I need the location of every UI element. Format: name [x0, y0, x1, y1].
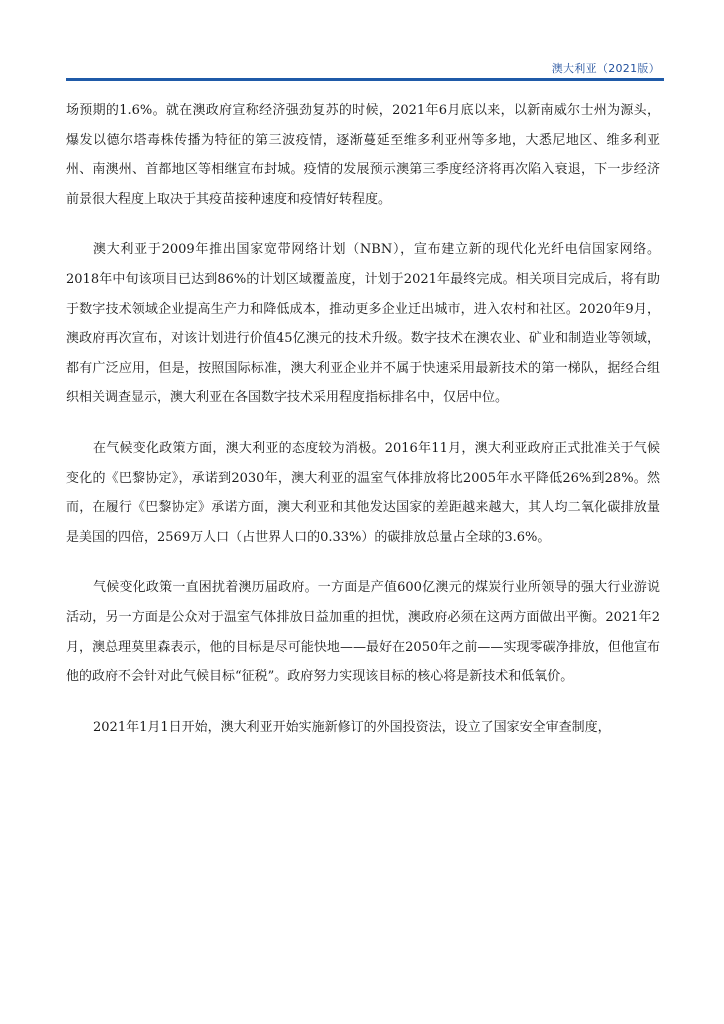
paragraph-continuation: 场预期的1.6%。就在澳政府宣称经济强劲复苏的时候，2021年6月底以来，以新南威尔士州为源头，爆发以德尔塔毒株传播为特征的第三波疫情，逐渐蔓延至维多利亚州等多地，大悉尼地区、维多利亚州、南澳州、首都地区等相继宣布封城。疫情的发展预示澳第三季度经济将再次陷入衰退，下一步经济前景很大程度上取决于其疫苗接种速度和疫情好转程度。 — [66, 103, 660, 207]
running-header-title: 澳大利亚（2021版） — [551, 62, 660, 75]
paragraph-nbn: 澳大利亚于2009年推出国家宽带网络计划（NBN），宣布建立新的现代化光纤电信国家网络。2018年中旬该项目已达到86%的计划区域覆盖度，计划于2021年最终完成。相关项目完成后，将有助于数字技术领域企业提高生产力和降低成本，推动更多企业迁出城市，进入农村和社区。2020年9月，澳政府再次宣布，对该计划进行价值45亿澳元的技术升级。数字技术在澳农业、矿业和制造业等领域，都有广泛应用，但是，按照国际标准，澳大利亚企业并不属于快速采用最新技术的第一梯队，据经合组织相关调查显示，澳大利亚在各国数字技术采用程度指标排名中，仅居中位。 — [66, 242, 660, 406]
paragraph-climate-policy: 在气候变化政策方面，澳大利亚的态度较为消极。2016年11月，澳大利亚政府正式批准关于气候变化的《巴黎协定》，承诺到2030年，澳大利亚的温室气体排放将比2005年水平降低26%到28%。然而，在履行《巴黎协定》承诺方面，澳大利亚和其他发达国家的差距越来越大，其人均二氧化碳排放量是美国的四倍，2569万人口（占世界人口的0.33%）的碳排放总量占全球的3.6%。 — [66, 440, 660, 545]
body-text — [66, 96, 660, 763]
paragraph-foreign-investment: 2021年1月1日开始，澳大利亚开始实施新修订的外国投资法，设立了国家安全审查制度， — [93, 719, 611, 735]
paragraph-climate-politics: 气候变化政策一直困扰着澳历届政府。一方面是产值600亿澳元的煤炭行业所领导的强大行业游说活动，另一方面是公众对于温室气体排放日益加重的担忧，澳政府必须在这两方面做出平衡。2021年2月，澳总理莫里森表示，他的目标是尽可能快地——最好在2050年之前——实现零碳净排放，但他宣布他的政府不会针对此气候目标“征税”。政府努力实现该目标的核心将是新技术和低氧价。 — [66, 580, 660, 685]
header-divider — [66, 78, 664, 81]
page-header — [66, 0, 664, 84]
